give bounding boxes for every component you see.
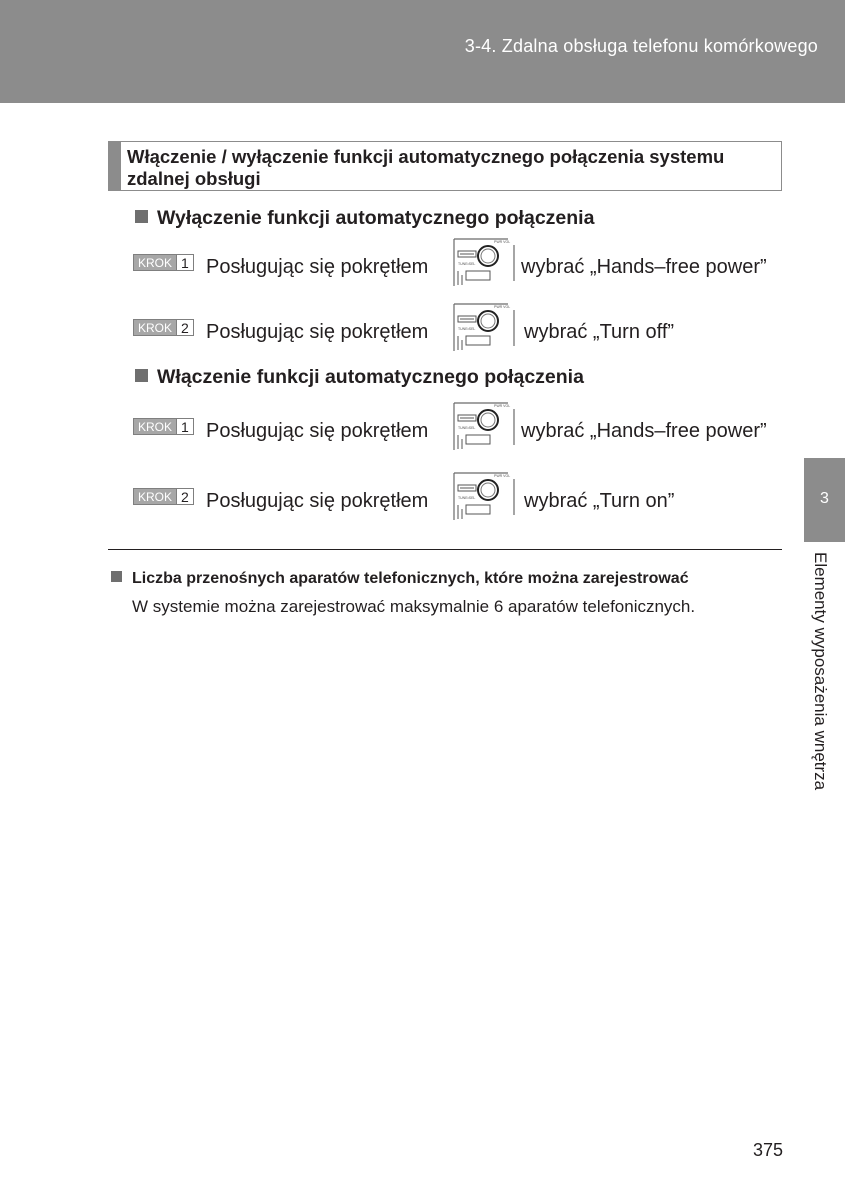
- tune-sel-knob-icon: [452, 302, 516, 352]
- step-row: [133, 474, 793, 526]
- step-row: [133, 240, 793, 292]
- svg-text:PWR VOL: PWR VOL: [494, 240, 511, 244]
- svg-text:PWR VOL: PWR VOL: [494, 404, 511, 408]
- step-instruction: Posługując się pokrętłem: [206, 490, 429, 512]
- chapter-side-label: Elementy wyposażenia wnętrza: [811, 552, 830, 791]
- square-bullet-icon: [135, 369, 148, 382]
- section-accent-bar: [109, 142, 121, 190]
- step-badge: KROK 2: [133, 319, 194, 336]
- divider: [108, 549, 782, 550]
- step-result: wybrać „Turn off”: [524, 321, 675, 343]
- svg-text:TUNE•SEL: TUNE•SEL: [458, 496, 476, 500]
- step-instruction: Posługując się pokrętłem: [206, 420, 429, 442]
- section-title: Włączenie / wyłączenie funkcji automatycznego połączenia systemu zdalnej obsługi: [127, 146, 725, 189]
- svg-text:TUNE•SEL: TUNE•SEL: [458, 327, 476, 331]
- tune-sel-knob-icon: [452, 401, 516, 451]
- svg-text:TUNE•SEL: TUNE•SEL: [458, 262, 476, 266]
- step-row: [133, 305, 793, 357]
- tune-sel-knob-icon: [452, 237, 516, 287]
- subheading-disable: Wyłączenie funkcji automatycznego połączenia: [135, 207, 594, 230]
- square-bullet-icon: [111, 571, 122, 582]
- step-result: wybrać „Hands–free power”: [521, 420, 767, 442]
- step-instruction: Posługując się pokrętłem: [206, 256, 429, 278]
- step-row: [133, 404, 793, 456]
- step-badge: KROK 1: [133, 418, 194, 435]
- page-number: 375: [752, 1140, 783, 1160]
- step-badge: KROK 2: [133, 488, 194, 505]
- note-body: W systemie można zarejestrować maksymalnie 6 aparatów telefonicznych.: [132, 597, 696, 616]
- step-instruction: Posługując się pokrętłem: [206, 321, 429, 343]
- step-result: wybrać „Hands–free power”: [521, 256, 767, 278]
- step-result: wybrać „Turn on”: [524, 490, 675, 512]
- tune-sel-knob-icon: [452, 471, 516, 521]
- svg-text:PWR VOL: PWR VOL: [494, 305, 511, 309]
- chapter-tab: [804, 458, 845, 542]
- svg-text:TUNE•SEL: TUNE•SEL: [458, 426, 476, 430]
- note-heading: Liczba przenośnych aparatów telefonicznych, które można zarejestrować: [111, 570, 689, 588]
- section-title-box: [108, 141, 782, 191]
- chapter-number: 3: [820, 490, 829, 507]
- subheading-enable: Włączenie funkcji automatycznego połączenia: [135, 366, 584, 389]
- step-badge: KROK 1: [133, 254, 194, 271]
- chapter-title: 3-4. Zdalna obsługa telefonu komórkowego: [464, 36, 818, 56]
- header-bar: [0, 0, 845, 103]
- svg-text:PWR VOL: PWR VOL: [494, 474, 511, 478]
- square-bullet-icon: [135, 210, 148, 223]
